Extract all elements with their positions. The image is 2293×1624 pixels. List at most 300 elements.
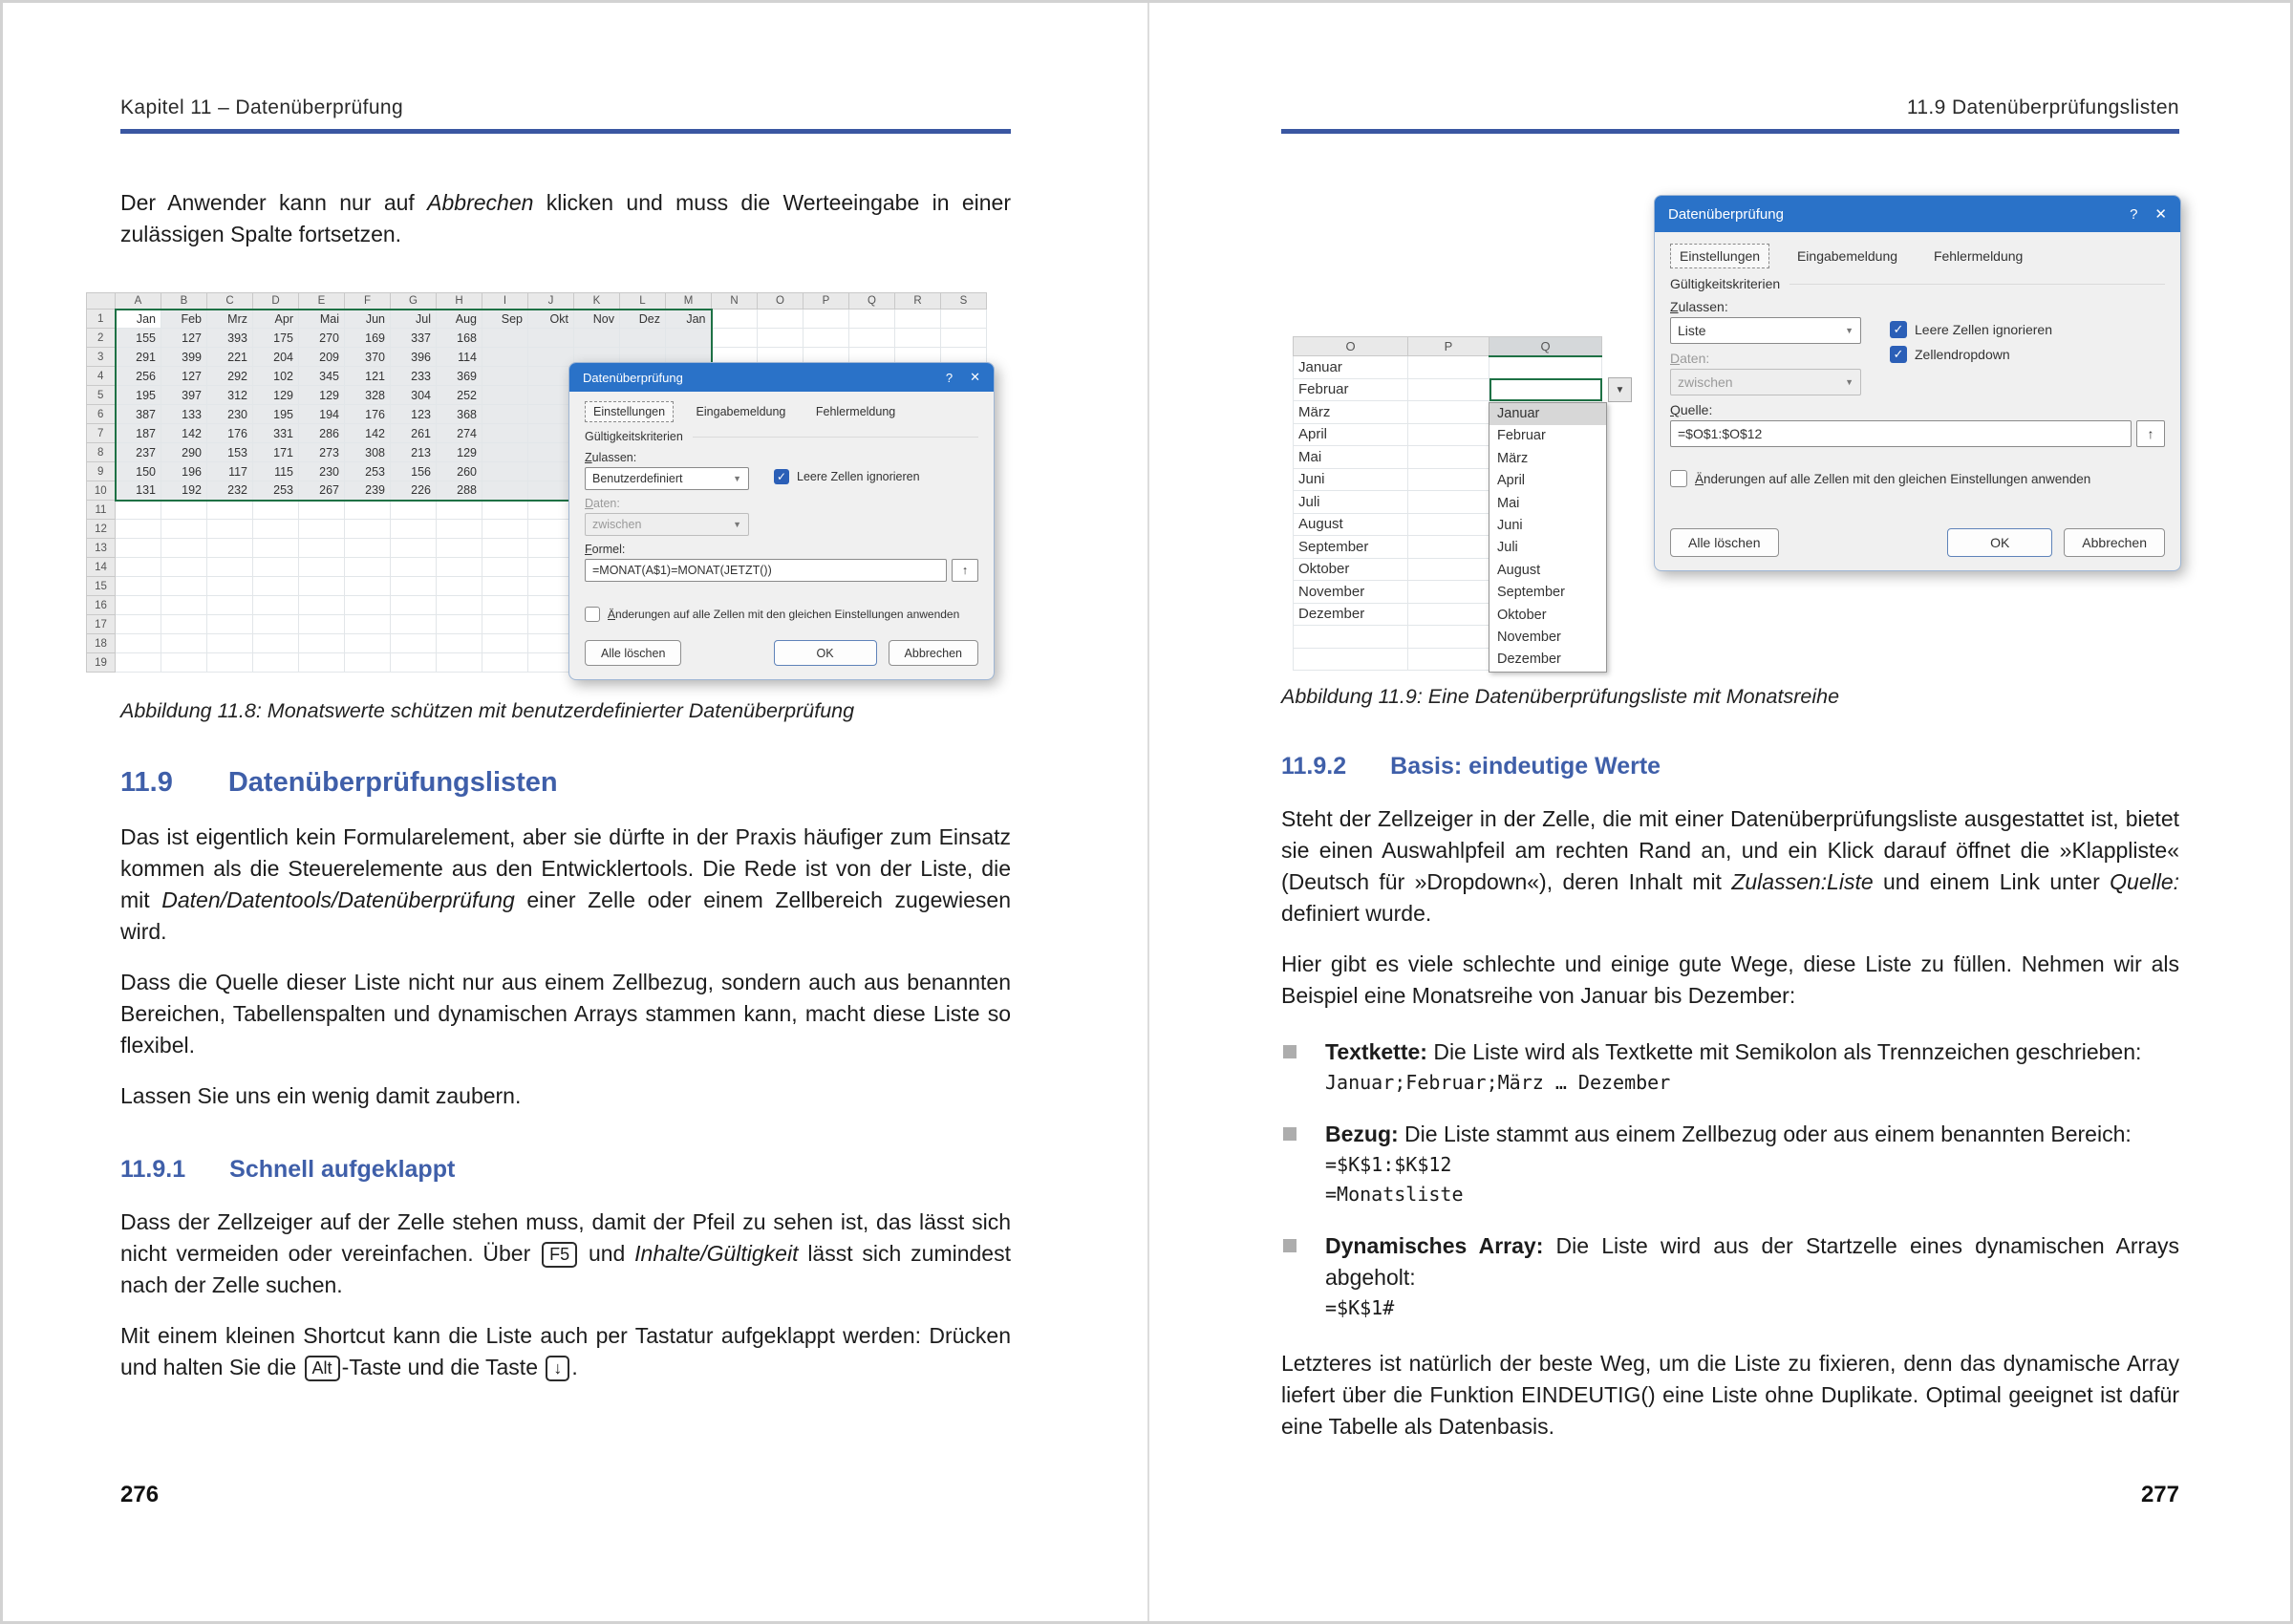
cell-P2[interactable] [1408,378,1489,401]
column-header-O[interactable]: O [758,293,804,310]
row-header-15[interactable]: 15 [87,577,116,596]
cell-E4[interactable]: 345 [299,367,345,386]
cell-D10[interactable]: 253 [253,481,299,501]
column-header-M[interactable]: M [666,293,712,310]
cell-H13[interactable] [437,539,482,558]
cell-Q1[interactable] [1489,356,1602,379]
cell-H12[interactable] [437,520,482,539]
cell-E5[interactable]: 129 [299,386,345,405]
cell-H17[interactable] [437,615,482,634]
cell-P3[interactable] [1408,401,1489,424]
cell-E6[interactable]: 194 [299,405,345,424]
ignore-blank-checkbox[interactable]: ✓ Leere Zellen ignorieren [1890,321,2052,338]
cell-J2[interactable] [528,329,574,348]
cell-H14[interactable] [437,558,482,577]
cell-S1[interactable] [941,310,987,329]
cell-I3[interactable] [482,348,528,367]
cell-I5[interactable] [482,386,528,405]
cell-D11[interactable] [253,501,299,520]
row-header-4[interactable]: 4 [87,367,116,386]
cell-A9[interactable]: 150 [116,462,161,481]
cell-B17[interactable] [161,615,207,634]
cell-O3[interactable]: März [1294,401,1408,424]
cell-O10[interactable]: Oktober [1294,558,1408,581]
cell-C12[interactable] [207,520,253,539]
cell-C1[interactable]: Mrz [207,310,253,329]
cell-J5[interactable] [528,386,574,405]
dropdown-item-Mai[interactable]: Mai [1497,495,1520,511]
cell-B4[interactable]: 127 [161,367,207,386]
cell-C7[interactable]: 176 [207,424,253,443]
dropdown-item-März[interactable]: März [1497,450,1529,466]
cell-H19[interactable] [437,653,482,673]
allow-dropdown[interactable]: Liste ▼ [1670,317,1861,344]
cell-E10[interactable]: 267 [299,481,345,501]
cell-C19[interactable] [207,653,253,673]
cell-O2[interactable] [758,329,804,348]
cell-G13[interactable] [391,539,437,558]
cell-B3[interactable]: 399 [161,348,207,367]
cell-J3[interactable] [528,348,574,367]
cell-E7[interactable]: 286 [299,424,345,443]
cell-H2[interactable]: 168 [437,329,482,348]
cell-C17[interactable] [207,615,253,634]
cell-H11[interactable] [437,501,482,520]
cell-G14[interactable] [391,558,437,577]
cell-H4[interactable]: 369 [437,367,482,386]
column-header-C[interactable]: C [207,293,253,310]
cell-C8[interactable]: 153 [207,443,253,462]
cell-E18[interactable] [299,634,345,653]
cell-dropdown-checkbox[interactable]: ✓ Zellendropdown [1890,346,2052,363]
row-header-18[interactable]: 18 [87,634,116,653]
cell-A6[interactable]: 387 [116,405,161,424]
cell-E2[interactable]: 270 [299,329,345,348]
cell-F9[interactable]: 253 [345,462,391,481]
row-header-5[interactable]: 5 [87,386,116,405]
cell-C16[interactable] [207,596,253,615]
cell-O13[interactable] [1294,626,1408,649]
column-header-H[interactable]: H [437,293,482,310]
cell-O1[interactable]: Januar [1294,356,1408,379]
dropdown-item-Januar[interactable]: Januar [1489,403,1606,425]
cell-P4[interactable] [1408,423,1489,446]
cell-N1[interactable] [712,310,758,329]
cell-P8[interactable] [1408,513,1489,536]
cell-I2[interactable] [482,329,528,348]
cell-G19[interactable] [391,653,437,673]
cell-I15[interactable] [482,577,528,596]
cell-S2[interactable] [941,329,987,348]
dropdown-item-Februar[interactable]: Februar [1497,428,1546,444]
cell-J1[interactable]: Okt [528,310,574,329]
cell-A11[interactable] [116,501,161,520]
ignore-blank-checkbox[interactable]: ✓ Leere Zellen ignorieren [774,469,920,484]
row-header-6[interactable]: 6 [87,405,116,424]
cell-B9[interactable]: 196 [161,462,207,481]
cell-D9[interactable]: 115 [253,462,299,481]
tab-einstellungen[interactable]: Einstellungen [1670,244,1769,268]
cell-C15[interactable] [207,577,253,596]
cell-D16[interactable] [253,596,299,615]
cell-J13[interactable] [528,539,574,558]
cell-H18[interactable] [437,634,482,653]
range-picker-button[interactable] [952,559,978,582]
cell-B1[interactable]: Feb [161,310,207,329]
cell-E12[interactable] [299,520,345,539]
cell-I6[interactable] [482,405,528,424]
allow-dropdown[interactable]: Benutzerdefiniert ▼ [585,467,749,490]
cell-E16[interactable] [299,596,345,615]
cell-I10[interactable] [482,481,528,501]
cell-E19[interactable] [299,653,345,673]
cell-H6[interactable]: 368 [437,405,482,424]
cell-A15[interactable] [116,577,161,596]
dropdown-item-Oktober[interactable]: Oktober [1497,607,1547,623]
cell-A4[interactable]: 256 [116,367,161,386]
cell-Q1[interactable] [849,310,895,329]
cell-I13[interactable] [482,539,528,558]
sheet-corner[interactable] [87,293,116,310]
cell-P13[interactable] [1408,626,1489,649]
cell-J14[interactable] [528,558,574,577]
row-header-11[interactable]: 11 [87,501,116,520]
cell-D8[interactable]: 171 [253,443,299,462]
cancel-button[interactable]: Abbrechen [889,640,978,666]
close-icon[interactable]: ✕ [2154,206,2167,223]
column-header-A[interactable]: A [116,293,161,310]
cell-G15[interactable] [391,577,437,596]
cell-P11[interactable] [1408,581,1489,604]
column-header-G[interactable]: G [391,293,437,310]
column-header-P[interactable]: P [804,293,849,310]
cell-H10[interactable]: 288 [437,481,482,501]
row-header-12[interactable]: 12 [87,520,116,539]
cell-F5[interactable]: 328 [345,386,391,405]
column-header-J[interactable]: J [528,293,574,310]
cell-D18[interactable] [253,634,299,653]
cell-I17[interactable] [482,615,528,634]
cell-J12[interactable] [528,520,574,539]
cell-J7[interactable] [528,424,574,443]
cell-O14[interactable] [1294,648,1408,671]
cell-R2[interactable] [895,329,941,348]
row-header-9[interactable]: 9 [87,462,116,481]
cell-I4[interactable] [482,367,528,386]
cell-O11[interactable]: November [1294,581,1408,604]
cell-G17[interactable] [391,615,437,634]
cancel-button[interactable]: Abbrechen [2064,528,2165,557]
dropdown-item-Dezember[interactable]: Dezember [1497,652,1561,668]
row-header-10[interactable]: 10 [87,481,116,501]
cell-G2[interactable]: 337 [391,329,437,348]
cell-K2[interactable] [574,329,620,348]
cell-J15[interactable] [528,577,574,596]
column-header-R[interactable]: R [895,293,941,310]
column-header-Q[interactable]: Q [1489,337,1602,356]
cell-H8[interactable]: 129 [437,443,482,462]
column-header-P[interactable]: P [1408,337,1489,356]
cell-B19[interactable] [161,653,207,673]
cell-I18[interactable] [482,634,528,653]
cell-F2[interactable]: 169 [345,329,391,348]
tab-eingabemeldung[interactable]: Eingabemeldung [696,405,786,418]
cell-E14[interactable] [299,558,345,577]
cell-F13[interactable] [345,539,391,558]
row-header-1[interactable]: 1 [87,310,116,329]
cell-B10[interactable]: 192 [161,481,207,501]
cell-P2[interactable] [804,329,849,348]
cell-C3[interactable]: 221 [207,348,253,367]
cell-F12[interactable] [345,520,391,539]
cell-A7[interactable]: 187 [116,424,161,443]
column-header-B[interactable]: B [161,293,207,310]
cell-E13[interactable] [299,539,345,558]
cell-O1[interactable] [758,310,804,329]
cell-A1[interactable]: Jan [116,310,161,329]
cell-B15[interactable] [161,577,207,596]
cell-G18[interactable] [391,634,437,653]
dropdown-item-April[interactable]: April [1497,473,1526,489]
cell-P10[interactable] [1408,558,1489,581]
cell-J19[interactable] [528,653,574,673]
cell-D19[interactable] [253,653,299,673]
dropdown-item-November[interactable]: November [1497,629,1561,645]
cell-G9[interactable]: 156 [391,462,437,481]
cell-E9[interactable]: 230 [299,462,345,481]
cell-F4[interactable]: 121 [345,367,391,386]
apply-all-checkbox[interactable]: Änderungen auf alle Zellen mit den gleichen Einstellungen anwenden [1670,470,2165,487]
cell-D1[interactable]: Apr [253,310,299,329]
tab-eingabemeldung[interactable]: Eingabemeldung [1796,248,1898,264]
cell-F18[interactable] [345,634,391,653]
row-header-3[interactable]: 3 [87,348,116,367]
cell-H7[interactable]: 274 [437,424,482,443]
dropdown-item-August[interactable]: August [1497,562,1541,578]
cell-F10[interactable]: 239 [345,481,391,501]
cell-G6[interactable]: 123 [391,405,437,424]
cell-J8[interactable] [528,443,574,462]
tab-fehlermeldung[interactable]: Fehlermeldung [1933,248,2024,264]
cell-I14[interactable] [482,558,528,577]
cell-C2[interactable]: 393 [207,329,253,348]
cell-O5[interactable]: Mai [1294,446,1408,469]
cell-K1[interactable]: Nov [574,310,620,329]
cell-O8[interactable]: August [1294,513,1408,536]
formula-input[interactable]: =MONAT(A$1)=MONAT(JETZT()) [585,559,947,582]
cell-I9[interactable] [482,462,528,481]
cell-O6[interactable]: Juni [1294,468,1408,491]
cell-B6[interactable]: 133 [161,405,207,424]
cell-J4[interactable] [528,367,574,386]
cell-O2[interactable]: Februar [1294,378,1408,401]
cell-P14[interactable] [1408,648,1489,671]
cell-B7[interactable]: 142 [161,424,207,443]
column-header-L[interactable]: L [620,293,666,310]
cell-Q2[interactable] [1489,378,1602,401]
cell-A14[interactable] [116,558,161,577]
column-header-N[interactable]: N [712,293,758,310]
column-header-E[interactable]: E [299,293,345,310]
dropdown-item-Juli[interactable]: Juli [1497,540,1518,556]
cell-O12[interactable]: Dezember [1294,603,1408,626]
cell-P1[interactable] [1408,356,1489,379]
cell-E1[interactable]: Mai [299,310,345,329]
cell-A13[interactable] [116,539,161,558]
column-header-K[interactable]: K [574,293,620,310]
cell-C5[interactable]: 312 [207,386,253,405]
cell-P6[interactable] [1408,468,1489,491]
cell-D5[interactable]: 129 [253,386,299,405]
cell-H5[interactable]: 252 [437,386,482,405]
cell-E17[interactable] [299,615,345,634]
cell-C10[interactable]: 232 [207,481,253,501]
tab-fehlermeldung[interactable]: Fehlermeldung [815,405,896,418]
dropdown-item-Juni[interactable]: Juni [1497,517,1523,533]
cell-G11[interactable] [391,501,437,520]
cell-P1[interactable] [804,310,849,329]
cell-J16[interactable] [528,596,574,615]
cell-F3[interactable]: 370 [345,348,391,367]
ok-button[interactable]: OK [1947,528,2052,557]
cell-G5[interactable]: 304 [391,386,437,405]
cell-J11[interactable] [528,501,574,520]
dialog-titlebar[interactable] [569,363,994,392]
cell-A16[interactable] [116,596,161,615]
ok-button[interactable]: OK [774,640,877,666]
row-header-16[interactable]: 16 [87,596,116,615]
cell-C14[interactable] [207,558,253,577]
cell-J9[interactable] [528,462,574,481]
cell-G3[interactable]: 396 [391,348,437,367]
cell-B18[interactable] [161,634,207,653]
cell-C4[interactable]: 292 [207,367,253,386]
cell-D7[interactable]: 331 [253,424,299,443]
cell-F16[interactable] [345,596,391,615]
cell-A18[interactable] [116,634,161,653]
cell-M2[interactable] [666,329,712,348]
cell-E15[interactable] [299,577,345,596]
cell-M1[interactable]: Jan [666,310,712,329]
cell-P5[interactable] [1408,446,1489,469]
cell-H16[interactable] [437,596,482,615]
row-header-17[interactable]: 17 [87,615,116,634]
cell-I19[interactable] [482,653,528,673]
cell-G10[interactable]: 226 [391,481,437,501]
cell-F1[interactable]: Jun [345,310,391,329]
cell-B5[interactable]: 397 [161,386,207,405]
cell-J18[interactable] [528,634,574,653]
column-header-O[interactable]: O [1294,337,1408,356]
cell-I7[interactable] [482,424,528,443]
cell-H1[interactable]: Aug [437,310,482,329]
cell-D6[interactable]: 195 [253,405,299,424]
cell-L1[interactable]: Dez [620,310,666,329]
cell-P9[interactable] [1408,536,1489,559]
cell-I1[interactable]: Sep [482,310,528,329]
row-header-7[interactable]: 7 [87,424,116,443]
cell-A5[interactable]: 195 [116,386,161,405]
cell-dropdown-button[interactable] [1608,377,1632,402]
cell-B11[interactable] [161,501,207,520]
cell-A19[interactable] [116,653,161,673]
cell-P7[interactable] [1408,491,1489,514]
cell-G8[interactable]: 213 [391,443,437,462]
row-header-8[interactable]: 8 [87,443,116,462]
cell-A3[interactable]: 291 [116,348,161,367]
column-header-F[interactable]: F [345,293,391,310]
cell-A12[interactable] [116,520,161,539]
apply-all-checkbox[interactable]: Änderungen auf alle Zellen mit den gleichen Einstellungen anwenden [585,607,978,622]
cell-E8[interactable]: 273 [299,443,345,462]
cell-E11[interactable] [299,501,345,520]
cell-A10[interactable]: 131 [116,481,161,501]
cell-A17[interactable] [116,615,161,634]
cell-G16[interactable] [391,596,437,615]
cell-B14[interactable] [161,558,207,577]
cell-A2[interactable]: 155 [116,329,161,348]
cell-F17[interactable] [345,615,391,634]
cell-D4[interactable]: 102 [253,367,299,386]
cell-D13[interactable] [253,539,299,558]
cell-F6[interactable]: 176 [345,405,391,424]
cell-O7[interactable]: Juli [1294,491,1408,514]
cell-H15[interactable] [437,577,482,596]
clear-all-button[interactable]: Alle löschen [1670,528,1779,557]
cell-F19[interactable] [345,653,391,673]
cell-C13[interactable] [207,539,253,558]
cell-D14[interactable] [253,558,299,577]
cell-F11[interactable] [345,501,391,520]
cell-I8[interactable] [482,443,528,462]
row-header-13[interactable]: 13 [87,539,116,558]
cell-F7[interactable]: 142 [345,424,391,443]
cell-J10[interactable] [528,481,574,501]
cell-B12[interactable] [161,520,207,539]
dropdown-item-September[interactable]: September [1497,585,1565,601]
cell-G4[interactable]: 233 [391,367,437,386]
help-icon[interactable]: ? [945,370,954,385]
cell-L2[interactable] [620,329,666,348]
row-header-2[interactable]: 2 [87,329,116,348]
cell-C9[interactable]: 117 [207,462,253,481]
tab-einstellungen[interactable]: Einstellungen [585,401,674,422]
clear-all-button[interactable]: Alle löschen [585,640,681,666]
cell-F8[interactable]: 308 [345,443,391,462]
cell-G7[interactable]: 261 [391,424,437,443]
column-header-D[interactable]: D [253,293,299,310]
cell-F15[interactable] [345,577,391,596]
cell-G12[interactable] [391,520,437,539]
cell-C11[interactable] [207,501,253,520]
column-header-Q[interactable]: Q [849,293,895,310]
cell-G1[interactable]: Jul [391,310,437,329]
cell-D2[interactable]: 175 [253,329,299,348]
cell-D12[interactable] [253,520,299,539]
cell-C18[interactable] [207,634,253,653]
cell-I11[interactable] [482,501,528,520]
cell-F14[interactable] [345,558,391,577]
row-header-19[interactable]: 19 [87,653,116,673]
cell-R1[interactable] [895,310,941,329]
column-header-S[interactable]: S [941,293,987,310]
source-input[interactable]: =$O$1:$O$12 [1670,420,2132,447]
cell-H9[interactable]: 260 [437,462,482,481]
dialog-titlebar[interactable] [1655,196,2180,232]
cell-E3[interactable]: 209 [299,348,345,367]
cell-B16[interactable] [161,596,207,615]
cell-B13[interactable] [161,539,207,558]
